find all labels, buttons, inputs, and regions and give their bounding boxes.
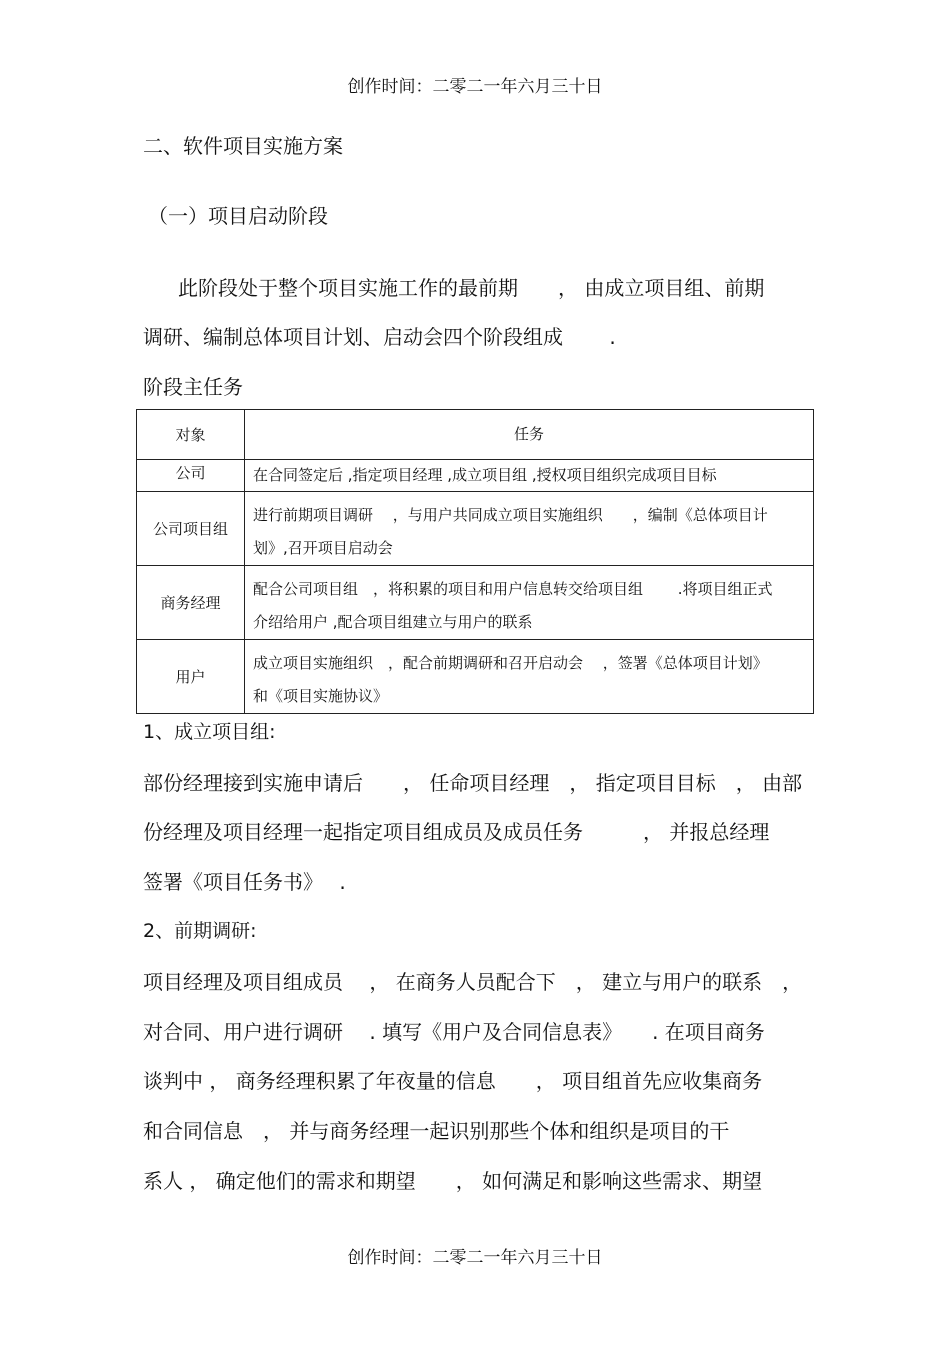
table-header-object: 对象 — [137, 410, 245, 460]
task-line: 成立项目实施组织 ，配合前期调研和召开启动会 ，签署《总体项目计划》 — [253, 654, 768, 672]
step1-title: 1、成立项目组: — [143, 721, 276, 743]
table-row — [137, 492, 814, 566]
step1-line-1: 部份经理接到实施申请后 ， 任命项目经理 ， 指定项目目标 ， 由部 — [143, 771, 803, 795]
table-row — [137, 566, 814, 640]
step2-line-1: 项目经理及项目组成员 ， 在商务人员配合下 ， 建立与用户的联系 ， — [143, 970, 803, 994]
step1-line-3: 签署《项目任务书》 . — [143, 870, 346, 894]
intro-line-1: 此阶段处于整个项目实施工作的最前期 ， 由成立项目组、前期 — [178, 276, 765, 300]
task-line: 介绍给用户 ,配合项目组建立与用户的联系 — [253, 613, 533, 631]
page-footer: 创作时间：二零二一年六月三十日 — [347, 1248, 603, 1268]
task-table — [136, 409, 814, 714]
task-line: 划》,召开项目启动会 — [253, 539, 393, 557]
table-cell-object: 商务经理 — [137, 566, 245, 640]
table-cell-task — [245, 460, 814, 492]
step2-line-5: 系人 ， 确定他们的需求和期望 ， 如何满足和影响这些需求、期望 — [143, 1169, 763, 1193]
page-header: 创作时间：二零二一年六月三十日 — [347, 77, 603, 97]
table-header-row — [137, 410, 814, 460]
table-header-task: 任务 — [245, 410, 814, 460]
table-row — [137, 640, 814, 714]
table-cell-task — [245, 492, 814, 566]
step2-title: 2、前期调研: — [143, 920, 257, 942]
step2-line-2: 对合同、用户进行调研 . 填写《用户及合同信息表》 . 在项目商务 — [143, 1020, 765, 1044]
task-line: 进行前期项目调研 ，与用户共同成立项目实施组织 ，编制《总体项目计 — [253, 506, 768, 524]
intro-line-2: 调研、编制总体项目计划、启动会四个阶段组成 . — [143, 325, 616, 349]
table-caption: 阶段主任务 — [143, 375, 243, 399]
table-cell-task — [245, 566, 814, 640]
task-line: 在合同签定后 ,指定项目经理 ,成立项目组 ,授权项目组织完成项目目标 — [253, 466, 717, 484]
table-cell-object: 用户 — [137, 640, 245, 714]
table-cell-object: 公司 — [137, 460, 245, 492]
table-cell-task — [245, 640, 814, 714]
step1-line-2: 份经理及项目经理一起指定项目组成员及成员任务 ， 并报总经理 — [143, 820, 770, 844]
section-title: 二、软件项目实施方案 — [143, 134, 343, 158]
task-line: 和《项目实施协议》 — [253, 687, 389, 705]
task-line: 配合公司项目组 ，将积累的项目和用户信息转交给项目组 .将项目组正式 — [253, 580, 773, 598]
step2-line-4: 和合同信息 ， 并与商务经理一起识别那些个体和组织是项目的干 — [143, 1119, 730, 1143]
table-cell-object: 公司项目组 — [137, 492, 245, 566]
subsection-title: （一）项目启动阶段 — [148, 204, 328, 228]
table-row — [137, 460, 814, 492]
step2-line-3: 谈判中 ， 商务经理积累了年夜量的信息 ， 项目组首先应收集商务 — [143, 1069, 763, 1093]
